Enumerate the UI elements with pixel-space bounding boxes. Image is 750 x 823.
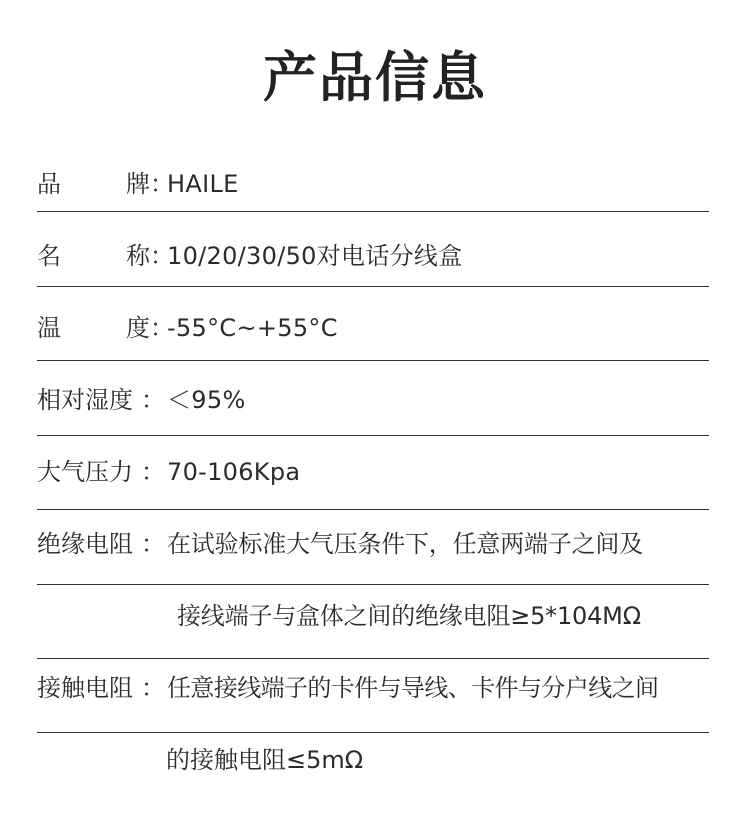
spec-colon: ： <box>150 170 174 198</box>
spec-value: 10/20/30/50对电话分线盒 <box>167 242 463 270</box>
spec-value: HAILE <box>167 170 239 198</box>
spec-colon: ： <box>141 458 165 486</box>
spec-colon: ： <box>141 530 165 558</box>
row-divider <box>37 584 709 585</box>
spec-value: 任意接线端子的卡件与导线、卡件与分户线之间 <box>167 674 659 702</box>
spec-colon: ： <box>141 674 165 702</box>
row-divider <box>37 732 709 733</box>
spec-label: 绝缘电阻 <box>37 530 133 558</box>
spec-label: 名 称 <box>37 242 150 270</box>
spec-value: 在试验标准大气压条件下，任意两端子之间及 <box>167 530 643 558</box>
page-title: 产品信息 <box>263 46 487 109</box>
spec-value-continuation: 的接触电阻≤5mΩ <box>166 746 364 774</box>
row-divider <box>37 509 709 510</box>
spec-value: 70-106Kpa <box>167 458 301 486</box>
spec-label: 品 牌 <box>37 170 150 198</box>
spec-colon: ： <box>141 386 165 414</box>
row-divider <box>37 360 709 361</box>
spec-label: 相对湿度 <box>37 386 133 414</box>
spec-colon: ： <box>150 242 174 270</box>
row-divider <box>37 211 709 212</box>
row-divider <box>37 658 709 659</box>
spec-label: 大气压力 <box>37 458 133 486</box>
spec-value: -55°C~+55°C <box>167 314 338 342</box>
spec-value-continuation: 接线端子与盒体之间的绝缘电阻≥5*104MΩ <box>177 602 641 630</box>
spec-colon: ： <box>150 314 174 342</box>
row-divider <box>37 435 709 436</box>
spec-label: 温 度 <box>37 314 150 342</box>
spec-value: ＜95% <box>167 386 246 414</box>
row-divider <box>37 286 709 287</box>
spec-label: 接触电阻 <box>37 674 133 702</box>
